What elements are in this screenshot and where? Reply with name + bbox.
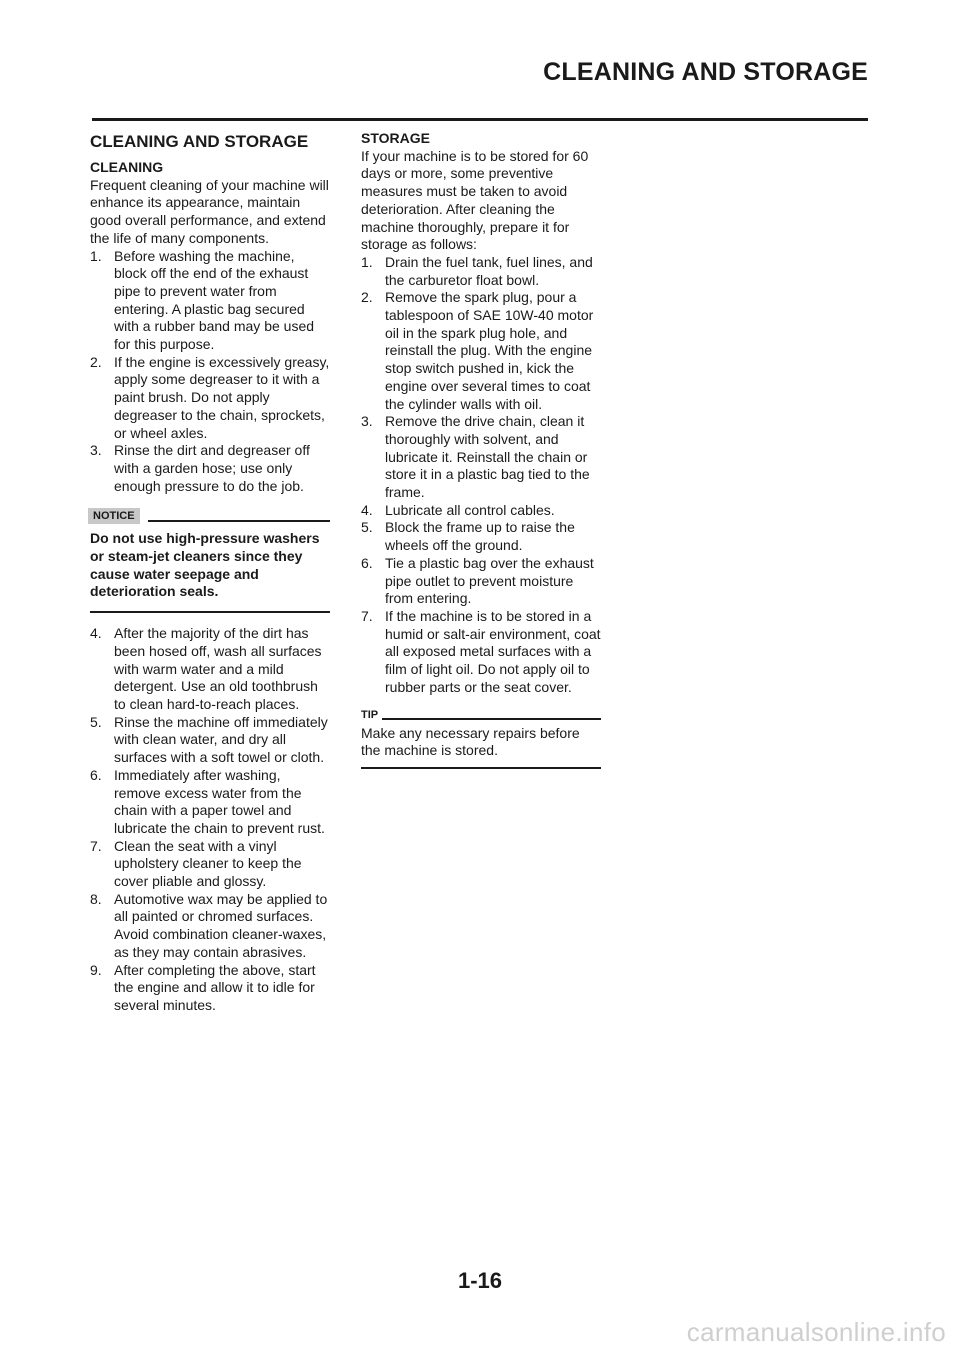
notice-header — [88, 508, 330, 524]
list-item: 7. Clean the seat with a vinyl upholstery cleaner to keep the cover pliable and glossy. — [90, 837, 302, 890]
header-rule — [92, 118, 868, 121]
notice-text: Do not use high-pressure washers or steam-jet cleaners since they cause water seepage and deterioration seals. — [90, 530, 320, 600]
page-header-title: CLEANING AND STORAGE — [543, 58, 868, 86]
tip-label: TIP — [361, 708, 379, 721]
notice-bottom-rule — [90, 611, 330, 613]
list-item: 5. Block the frame up to raise the wheels off the ground. — [361, 519, 575, 554]
cleaning-heading: CLEANING — [90, 159, 164, 175]
tip-rule — [382, 718, 601, 720]
list-item: 2. Remove the spark plug, pour a tablespoon of SAE 10W-40 motor oil in the spark plug hole, and reinstall the plug. With the engine stop switch pushed in, kick the engine over several times to coat the cylinder walls with oil. — [361, 289, 594, 412]
tip-bottom-rule — [361, 767, 601, 769]
list-item: 8. Automotive wax may be applied to all painted or chromed surfaces. Avoid combination cleaner-waxes, as they may contain abrasives. — [90, 890, 328, 960]
list-item: 9. After completing the above, start the engine and allow it to idle for several minutes. — [90, 961, 316, 1013]
notice-box — [90, 508, 330, 613]
list-item: 3. Rinse the dirt and degreaser off with a garden hose; use only enough pressure to do the job. — [90, 442, 310, 494]
list-item: 3. Remove the drive chain, clean it thoroughly with solvent, and lubricate it. Reinstall the chain or store it in a plastic bag tied to the frame. — [361, 413, 590, 501]
cleaning-intro: Frequent cleaning of your machine will enhance its appearance, maintain good overall performance, and extend the life of many components. — [90, 176, 329, 246]
list-item: 5. Rinse the machine off immediately with clean water, and dry all surfaces with a soft towel or cloth. — [90, 713, 328, 766]
left-column — [90, 130, 330, 1015]
page-number: 1-16 — [457, 1268, 503, 1293]
storage-heading: STORAGE — [361, 130, 430, 146]
storage-steps — [361, 254, 601, 697]
list-item: 1. Before washing the machine, block off the end of the exhaust pipe to prevent water from entering. A plastic bag secured with a rubber band may be used for this purpose. — [90, 247, 315, 353]
notice-badge: NOTICE — [88, 508, 140, 524]
right-column — [361, 130, 601, 769]
watermark: carmanualsonline.info — [686, 1317, 946, 1347]
tip-header — [361, 709, 601, 723]
notice-rule — [148, 520, 330, 522]
list-item: 6. Immediately after washing, remove excess water from the chain with a paper towel and lubricate the chain to prevent rust. — [90, 766, 325, 836]
tip-text: Make any necessary repairs before the machine is stored. — [361, 724, 580, 759]
section-title: CLEANING AND STORAGE — [90, 132, 309, 151]
list-item: 1. Drain the fuel tank, fuel lines, and the carburetor float bowl. — [361, 253, 593, 288]
storage-intro: If your machine is to be stored for 60 days or more, some preventive measures must be taken to avoid deterioration. After cleaning the machine thoroughly, prepare it for storage as follows: — [361, 147, 589, 253]
list-item: 4. After the majority of the dirt has been hosed off, wash all surfaces with warm water and a mild detergent. Use an old toothbrush to clean hard-to-reach places. — [90, 625, 322, 712]
cleaning-steps-a — [90, 248, 330, 496]
cleaning-steps-b — [90, 625, 330, 1014]
tip-box — [361, 709, 601, 769]
list-item: 6. Tie a plastic bag over the exhaust pipe outlet to prevent moisture from entering. — [361, 554, 594, 607]
list-item: 2. If the engine is excessively greasy, apply some degreaser to it with a paint brush. Do not apply degreaser to the chain, sprockets, or wheel axles. — [90, 353, 330, 441]
list-item: 7. If the machine is to be stored in a humid or salt-air environment, coat all exposed metal surfaces with a film of light oil. Do not apply oil to rubber parts or the seat cover. — [361, 607, 601, 695]
list-item: 4. Lubricate all control cables. — [361, 501, 555, 518]
